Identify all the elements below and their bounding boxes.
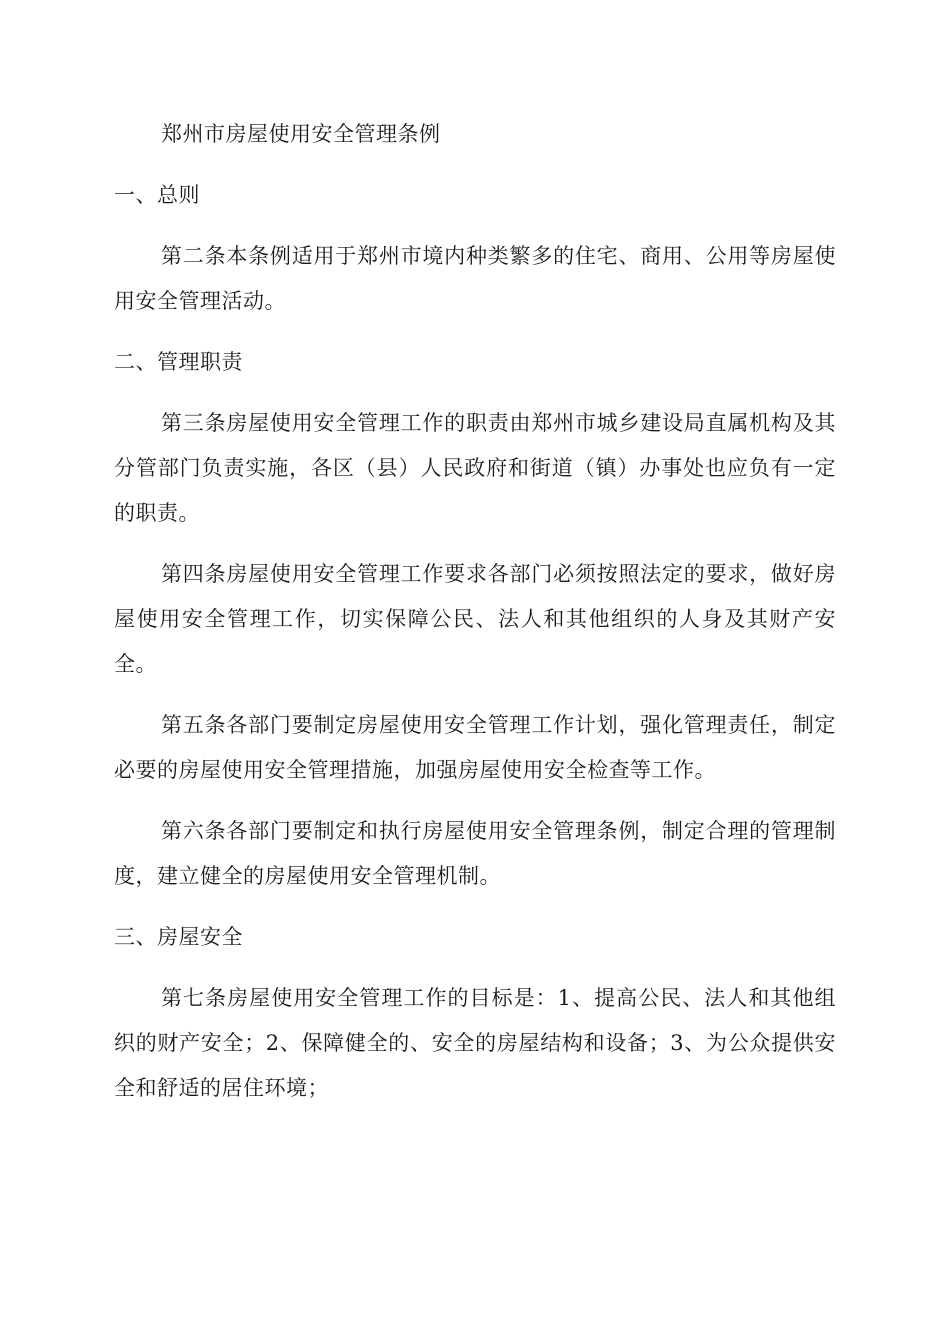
section-heading-duties: 二、管理职责 — [114, 350, 243, 374]
article-7-paragraph: 第七条房屋使用安全管理工作的目标是：1、提高公民、法人和其他组织的财产安全；2、保障健全的、安全的房屋结构和设备；3、为公众提供安全和舒适的居住环境； — [114, 986, 836, 1100]
article-5-paragraph: 第五条各部门要制定房屋使用安全管理工作计划，强化管理责任，制定必要的房屋使用安全管理措施，加强房屋使用安全检查等工作。 — [114, 713, 836, 782]
article-6-paragraph: 第六条各部门要制定和执行房屋使用安全管理条例，制定合理的管理制度，建立健全的房屋使用安全管理机制。 — [114, 819, 836, 888]
article-4-paragraph: 第四条房屋使用安全管理工作要求各部门必须按照法定的要求，做好房屋使用安全管理工作，切实保障公民、法人和其他组织的人身及其财产安全。 — [114, 562, 836, 676]
document-title: 郑州市房屋使用安全管理条例 — [161, 122, 441, 146]
article-3-paragraph: 第三条房屋使用安全管理工作的职责由郑州市城乡建设局直属机构及其分管部门负责实施，各区（县）人民政府和街道（镇）办事处也应负有一定的职责。 — [114, 411, 836, 525]
article-2-paragraph: 第二条本条例适用于郑州市境内种类繁多的住宅、商用、公用等房屋使用安全管理活动。 — [114, 244, 836, 313]
document-body — [114, 112, 836, 1127]
section-heading-general: 一、总则 — [114, 183, 200, 207]
section-heading-housing-safety: 三、房屋安全 — [114, 925, 243, 949]
